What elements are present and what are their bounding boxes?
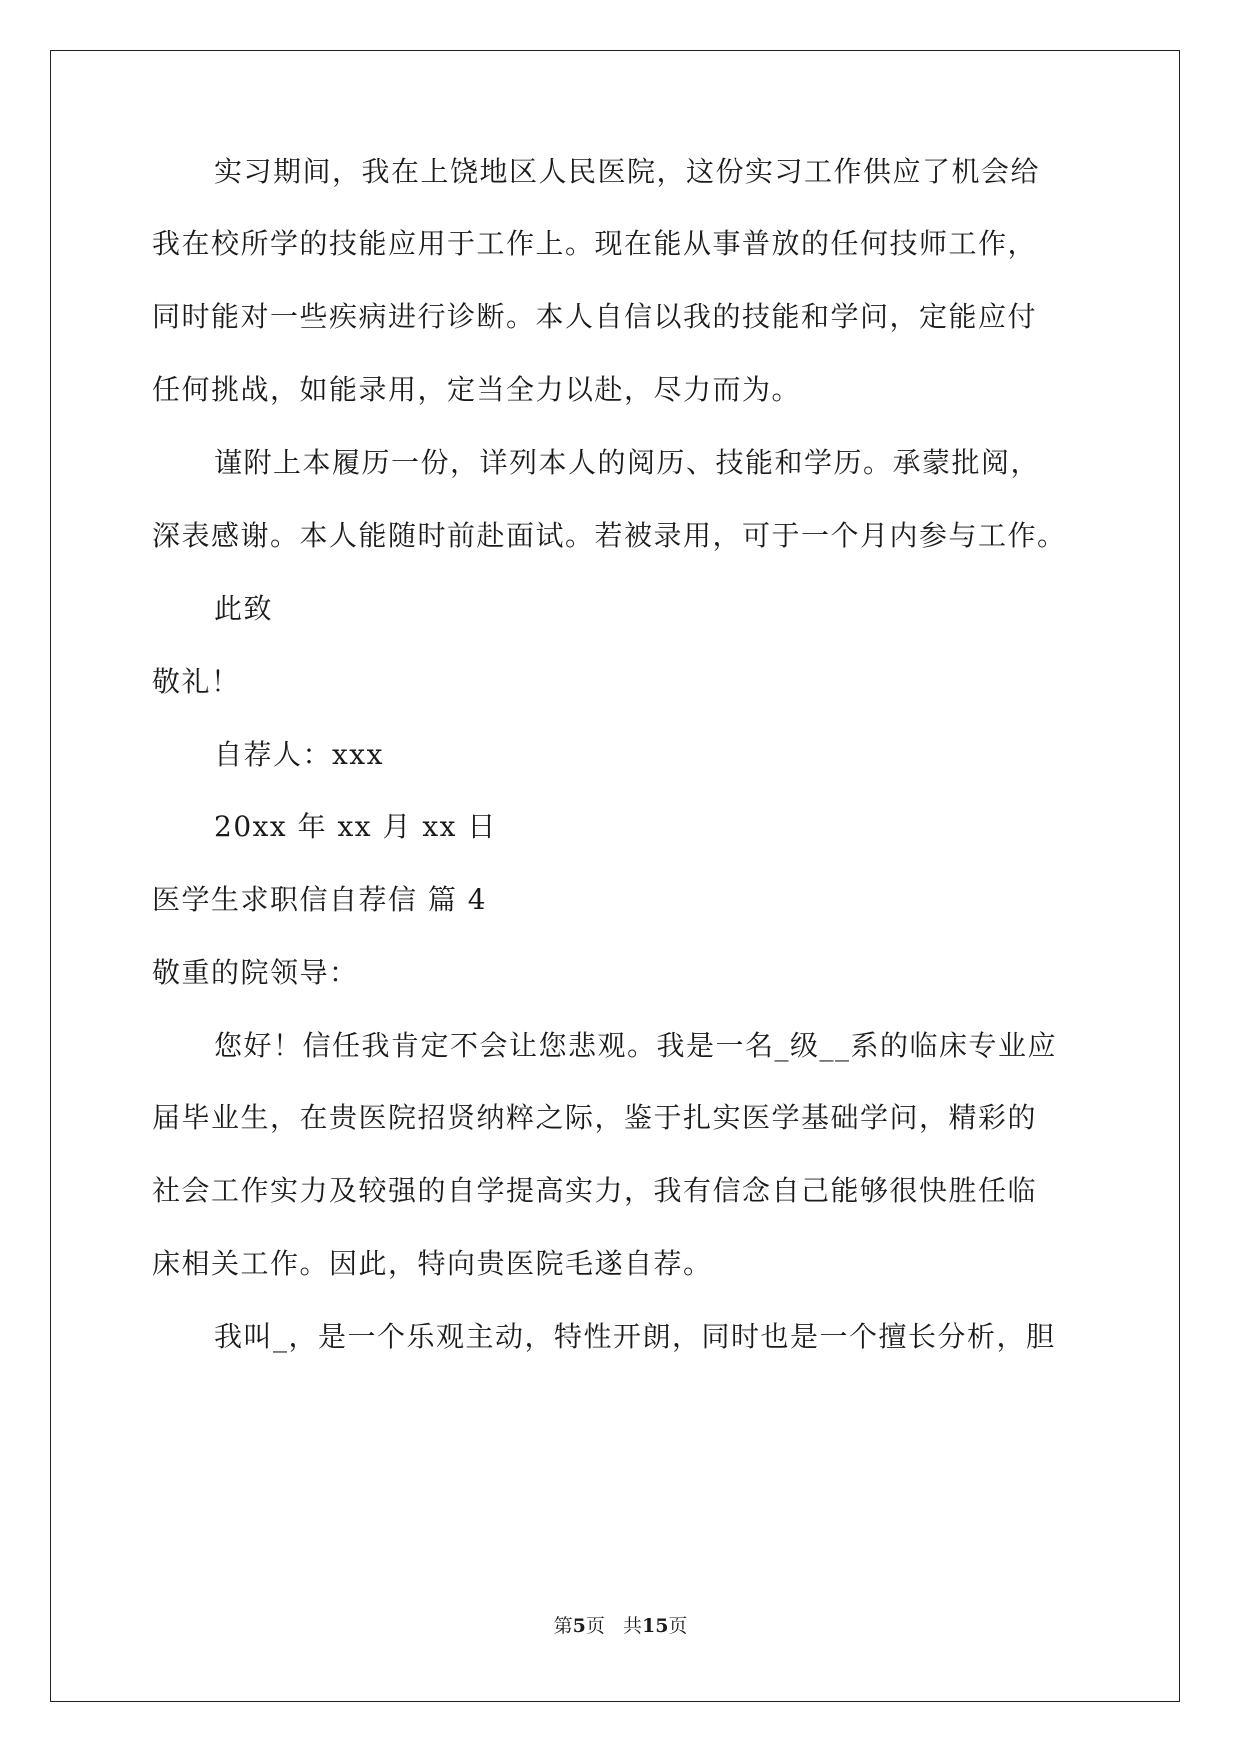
closing-regards: 敬礼！ [152,665,241,698]
paragraph-line: 您好！信任我肯定不会让您悲观。我是一名_级__系的临床专业应 [214,1029,1058,1062]
paragraph-line: 任何挑战，如能录用，定当全力以赴，尽力而为。 [152,373,802,406]
closing-salutation: 此致 [214,592,274,625]
footer-total-prefix: 共 [622,1615,642,1637]
section-heading: 医学生求职信自荐信 篇 4 [152,883,488,916]
paragraph-line: 我叫_，是一个乐观主动，特性开朗，同时也是一个擅长分析，胆 [214,1320,1056,1353]
date-line: 20xx 年 xx 月 xx 日 [214,810,497,843]
paragraph-line: 深表感谢。本人能随时前赴面试。若被录用，可于一个月内参与工作。 [152,519,1067,552]
paragraph-line: 社会工作实力及较强的自学提高实力，我有信念自己能够很快胜任临 [152,1174,1038,1207]
page-footer [0,1614,1241,1638]
current-page-number: 5 [572,1615,586,1637]
paragraph-line: 实习期间，我在上饶地区人民医院，这份实习工作供应了机会给 [214,155,1041,188]
greeting-line: 敬重的院领导： [152,956,359,989]
paragraph-line: 届毕业生，在贵医院招贤纳粹之际，鉴于扎实医学基础学问，精彩的 [152,1101,1038,1134]
paragraph-line: 我在校所学的技能应用于工作上。现在能从事普放的任何技师工作， [152,227,1038,260]
paragraph-line: 床相关工作。因此，特向贵医院毛遂自荐。 [152,1247,713,1280]
footer-page-word: 页 [585,1615,605,1637]
total-page-count: 15 [641,1615,669,1637]
footer-total-suffix: 页 [668,1615,688,1637]
signature-line: 自荐人：xxx [214,738,384,771]
footer-prefix: 第 [553,1615,573,1637]
paragraph-line: 谨附上本履历一份，详列本人的阅历、技能和学历。承蒙批阅， [214,446,1041,479]
paragraph-line: 同时能对一些疾病进行诊断。本人自信以我的技能和学问，定能应付 [152,300,1038,333]
